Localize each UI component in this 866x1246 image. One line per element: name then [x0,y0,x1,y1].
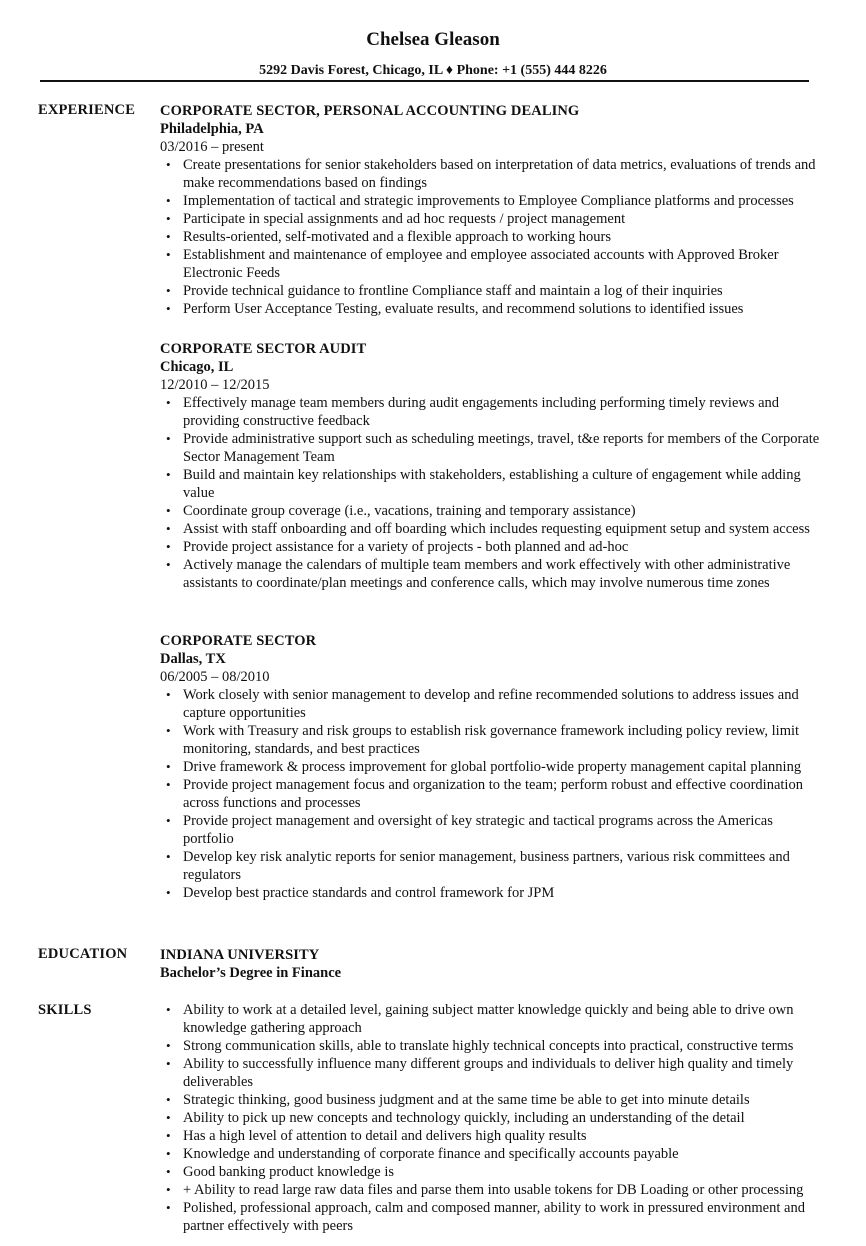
duty-item: • Develop key risk analytic reports for senior management, business partners, various risk committees and regulators [160,848,820,884]
job-dates: 12/2010 – 12/2015 [160,377,270,393]
job-entry-2 [160,340,820,592]
education-entry [160,946,820,982]
job-dates: 03/2016 – present [160,139,264,155]
duty-item: • Provide project management and oversight of key strategic and tactical programs across the Americas portfolio [160,812,820,848]
duty-item: • Develop best practice standards and control framework for JPM [160,884,820,902]
skill-item: • Ability to work at a detailed level, gaining subject matter knowledge quickly and being able to drive own knowledge gathering approach [160,1001,820,1037]
duty-item: • Implementation of tactical and strategic improvements to Employee Compliance platforms and processes [160,192,820,210]
job-location: Philadelphia, PA [160,121,264,137]
skill-item: • Polished, professional approach, calm and composed manner, ability to work in pressured environment and partner effectively with peers [160,1199,820,1235]
duty-item: • Provide project management focus and organization to the team; perform robust and effective coordination across functions and processes [160,776,820,812]
job-location: Chicago, IL [160,359,234,375]
job-entry-1 [160,102,820,318]
header-divider [40,80,809,82]
duty-item: • Provide project assistance for a variety of projects - both planned and ad-hoc [160,538,820,556]
job-title: CORPORATE SECTOR, PERSONAL ACCOUNTING DEALING [160,103,580,119]
section-label-experience: EXPERIENCE [38,102,136,118]
job-title: CORPORATE SECTOR AUDIT [160,341,367,357]
duty-item: • Coordinate group coverage (i.e., vacations, training and temporary assistance) [160,502,820,520]
duty-item: • Provide technical guidance to frontline Compliance staff and maintain a log of their inquiries [160,282,820,300]
duty-item: • Work with Treasury and risk groups to establish risk governance framework including policy review, limit monitoring, standards, and best practices [160,722,820,758]
skill-item: • Strategic thinking, good business judgment and at the same time be able to get into minute details [160,1091,820,1109]
degree: Bachelor’s Degree in Finance [160,965,342,981]
duty-item: • Provide administrative support such as scheduling meetings, travel, t&e reports for members of the Corporate Sector Management Team [160,430,820,466]
skill-item: • Strong communication skills, able to translate highly technical concepts into practical, constructive terms [160,1037,820,1055]
duty-item: • Actively manage the calendars of multiple team members and work effectively with other administrative assistants to coordinate/plan meetings and conference calls, which may involve numerous time zones [160,556,820,592]
duty-item: • Assist with staff onboarding and off boarding which includes requesting equipment setup and system access [160,520,820,538]
contact-line: 5292 Davis Forest, Chicago, IL ♦ Phone: +1 (555) 444 8226 [259,63,607,78]
skill-item: • Knowledge and understanding of corporate finance and specifically accounts payable [160,1145,820,1163]
job-entry-3 [160,632,820,902]
duty-item: • Establishment and maintenance of employee and employee associated accounts with Approved Broker Electronic Feeds [160,246,820,282]
skill-item: • Has a high level of attention to detail and delivers high quality results [160,1127,820,1145]
skill-item: • Ability to pick up new concepts and technology quickly, including an understanding of the detail [160,1109,820,1127]
duty-item: • Build and maintain key relationships with stakeholders, establishing a culture of engagement while adding value [160,466,820,502]
section-label-skills: SKILLS [38,1002,92,1018]
section-label-education: EDUCATION [38,946,128,962]
candidate-name: Chelsea Gleason [366,29,500,50]
job-title: CORPORATE SECTOR [160,633,317,649]
duty-item: • Drive framework & process improvement for global portfolio-wide property management capital planning [160,758,820,776]
duty-item: • Results-oriented, self-motivated and a flexible approach to working hours [160,228,820,246]
job-duties-list [160,394,820,592]
duty-item: • Create presentations for senior stakeholders based on interpretation of data metrics, evaluations of trends and make recommendations based on findings [160,156,820,192]
job-duties-list [160,686,820,902]
duty-item: • Perform User Acceptance Testing, evaluate results, and recommend solutions to identified issues [160,300,820,318]
skill-item: • Good banking product knowledge is [160,1163,820,1181]
skill-item: • + Ability to read large raw data files and parse them into usable tokens for DB Loading or other processing [160,1181,820,1199]
duty-item: • Participate in special assignments and ad hoc requests / project management [160,210,820,228]
duty-item: • Effectively manage team members during audit engagements including performing timely reviews and providing constructive feedback [160,394,820,430]
job-duties-list [160,156,820,318]
skill-item: • Ability to successfully influence many different groups and individuals to deliver high quality and timely deliverables [160,1055,820,1091]
job-dates: 06/2005 – 08/2010 [160,669,270,685]
duty-item: • Work closely with senior management to develop and refine recommended solutions to address issues and capture opportunities [160,686,820,722]
skills-list [160,1001,820,1235]
skills-entry [160,1001,820,1235]
job-location: Dallas, TX [160,651,226,667]
school-name: INDIANA UNIVERSITY [160,947,320,963]
